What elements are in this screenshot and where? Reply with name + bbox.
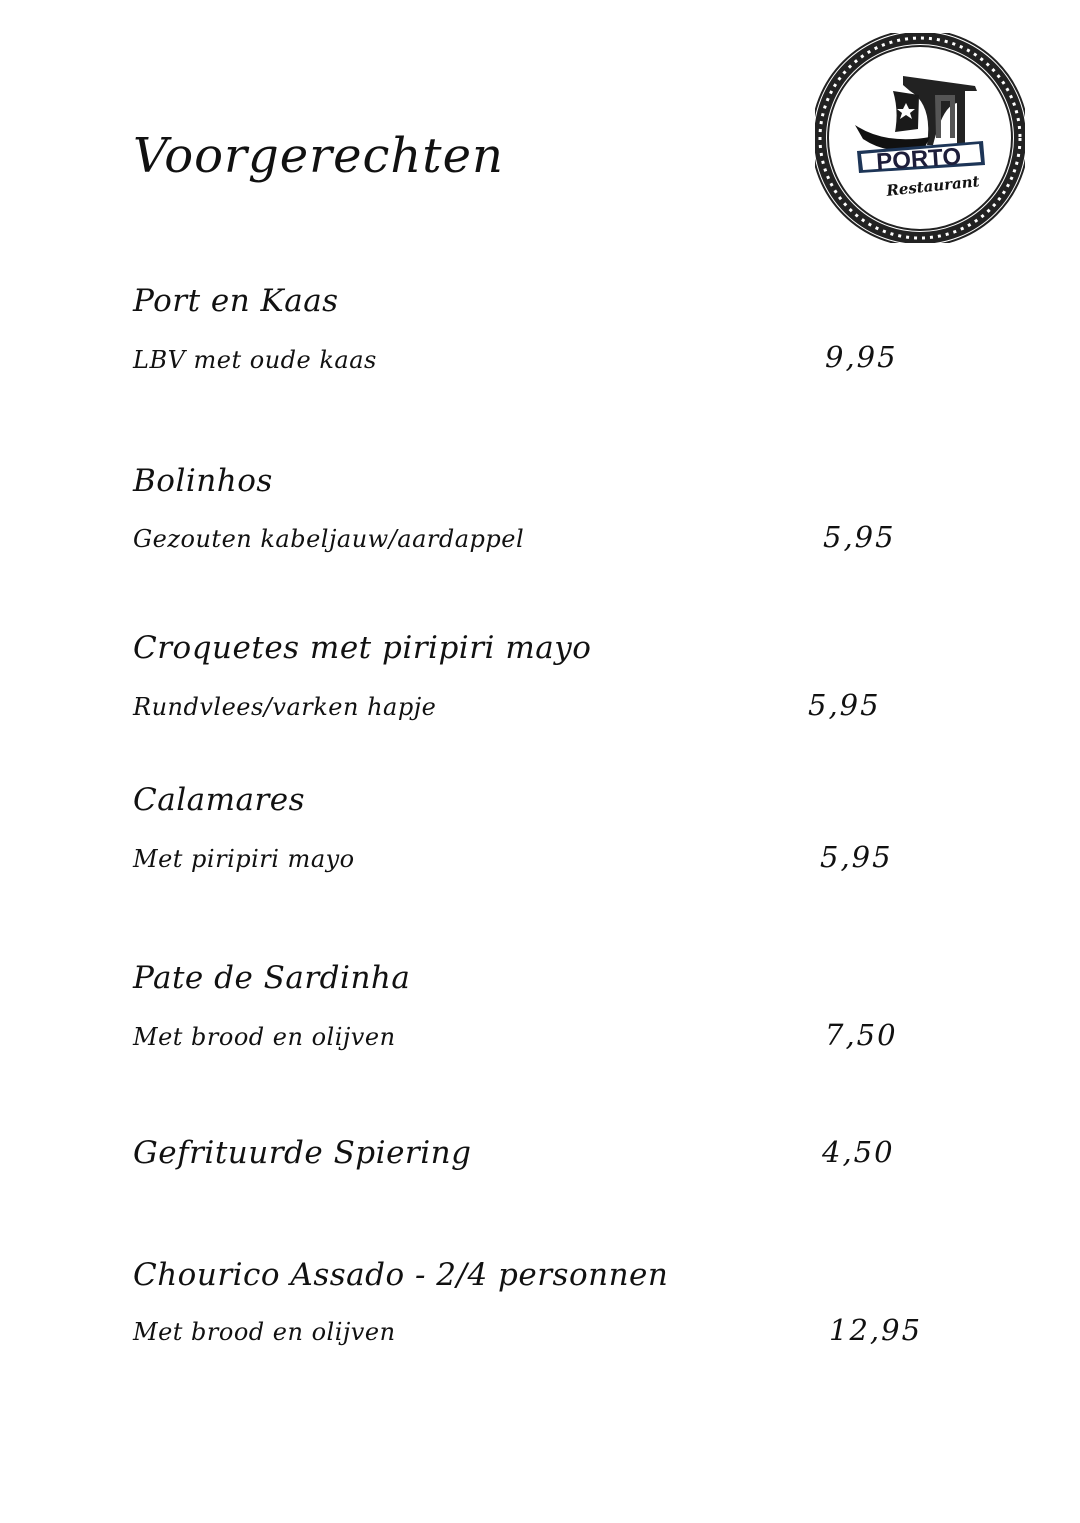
menu-item-price: 4,50 — [822, 1135, 895, 1169]
menu-item-price: 5,95 — [820, 840, 893, 874]
menu-item-price: 7,50 — [825, 1018, 898, 1052]
menu-item-name: Gefrituurde Spiering — [133, 1135, 472, 1171]
menu-item-price: 5,95 — [808, 688, 881, 722]
menu-item-price: 9,95 — [825, 340, 898, 374]
menu-item-price: 12,95 — [829, 1313, 923, 1347]
menu-item-name: Calamares — [133, 782, 306, 818]
page-title: Voorgerechten — [133, 128, 504, 184]
menu-item-price: 5,95 — [823, 520, 896, 554]
menu-item-description: Gezouten kabeljauw/aardappel — [133, 525, 525, 553]
menu-item-name: Croquetes met piripiri mayo — [133, 630, 592, 666]
porto-logo-icon — [815, 33, 1025, 243]
menu-item-name: Chourico Assado - 2/4 personnen — [133, 1257, 669, 1293]
menu-item-description: Met brood en olijven — [133, 1023, 396, 1051]
menu-item-description: Met piripiri mayo — [133, 845, 355, 873]
menu-item-name: Bolinhos — [133, 463, 273, 499]
menu-item-name: Pate de Sardinha — [133, 960, 411, 996]
menu-item-description: Met brood en olijven — [133, 1318, 396, 1346]
menu-item-description: LBV met oude kaas — [133, 346, 377, 374]
logo-brand-text: PORTO — [875, 143, 963, 176]
menu-item-name: Port en Kaas — [133, 283, 339, 319]
menu-item-description: Rundvlees/varken hapje — [133, 693, 437, 721]
logo-subtitle-text: Restaurant — [885, 172, 981, 200]
restaurant-logo — [815, 33, 1025, 243]
